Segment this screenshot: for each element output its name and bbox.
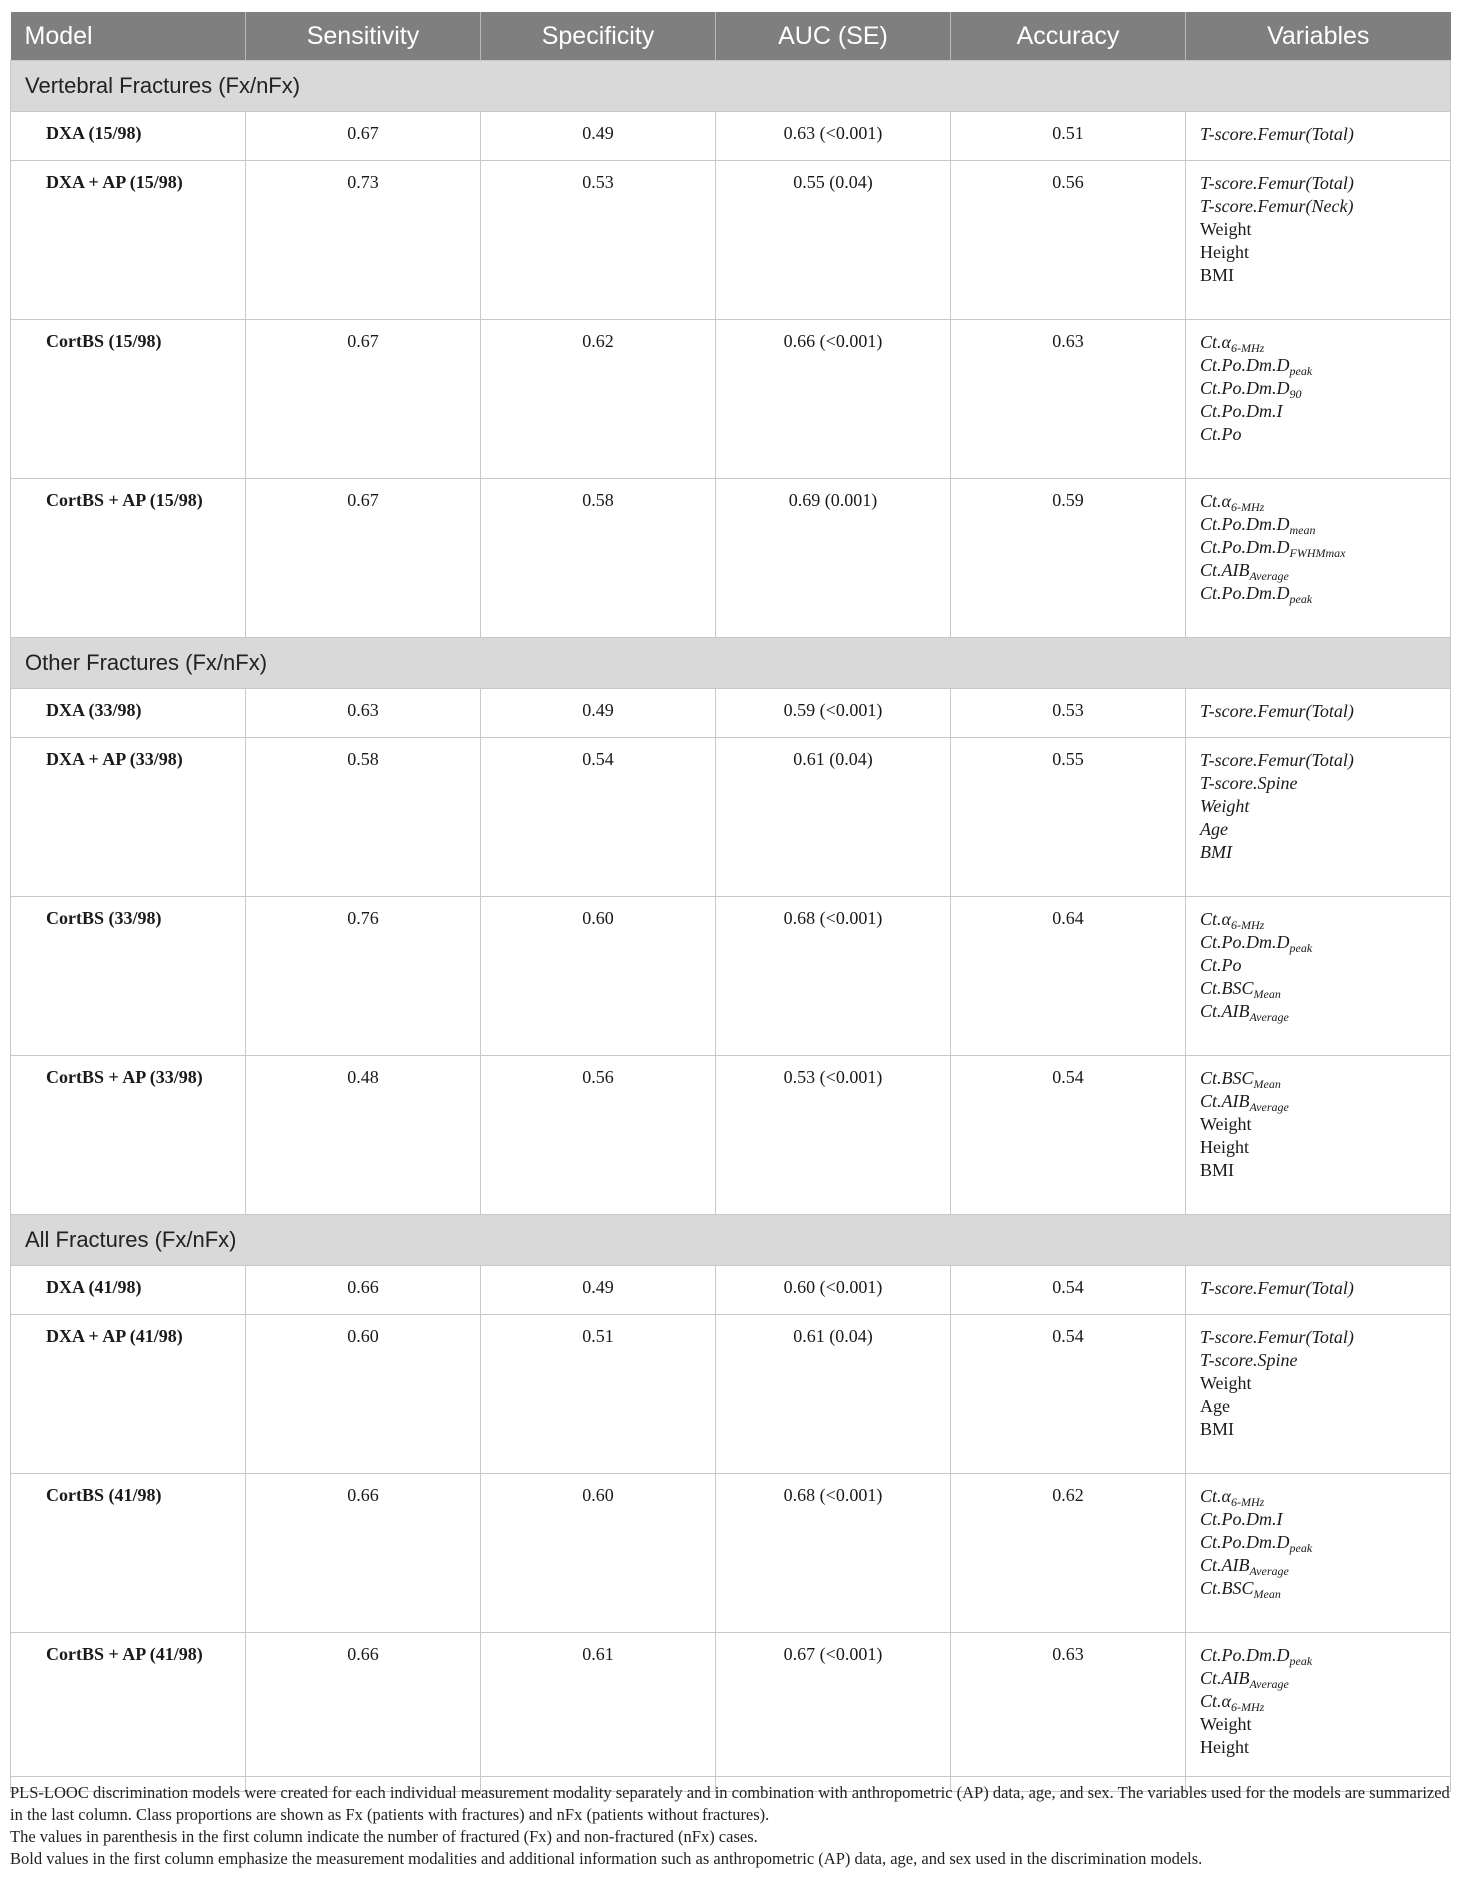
accuracy-cell: 0.54 — [951, 1056, 1186, 1215]
variable-subscript: Average — [1249, 569, 1289, 583]
model-cell: DXA + AP (33/98) — [11, 738, 246, 897]
variables-cell — [1186, 1474, 1451, 1633]
variable-item — [1200, 1485, 1450, 1508]
variable-name: Ct.Po.Dm.I — [1200, 1509, 1283, 1529]
auc-cell: 0.53 (<0.001) — [716, 1056, 951, 1215]
section-title: Other Fractures (Fx/nFx) — [11, 638, 1451, 689]
specificity-cell: 0.60 — [481, 1474, 716, 1633]
variable-item — [1200, 841, 1450, 864]
sensitivity-cell: 0.48 — [246, 1056, 481, 1215]
variable-item — [1200, 1372, 1450, 1395]
variable-item — [1200, 1113, 1450, 1136]
auc-cell: 0.66 (<0.001) — [716, 320, 951, 479]
variable-item — [1200, 749, 1450, 772]
accuracy-cell: 0.54 — [951, 1266, 1186, 1315]
auc-cell: 0.68 (<0.001) — [716, 1474, 951, 1633]
variable-name: T-score.Femur(Total) — [1200, 1327, 1354, 1347]
variables-cell — [1186, 112, 1451, 161]
variable-name: Ct.AIB — [1200, 1091, 1250, 1111]
table-body — [11, 61, 1451, 1792]
variable-name: T-score.Femur(Neck) — [1200, 196, 1354, 216]
variable-name: Ct.Po.Dm.D — [1200, 355, 1290, 375]
variable-name: T-score.Spine — [1200, 1350, 1298, 1370]
results-table-container — [10, 12, 1450, 1792]
variable-name: Ct.Po.Dm.I — [1200, 401, 1283, 421]
accuracy-cell: 0.55 — [951, 738, 1186, 897]
variable-subscript: peak — [1289, 941, 1313, 955]
variable-name: Weight — [1200, 1373, 1252, 1393]
model-cell: DXA (15/98) — [11, 112, 246, 161]
header-auc: AUC (SE) — [716, 12, 951, 61]
variable-item — [1200, 1418, 1450, 1441]
variable-item — [1200, 1736, 1450, 1759]
variables-cell — [1186, 161, 1451, 320]
variable-subscript: peak — [1289, 592, 1313, 606]
variable-name: Ct.BSC — [1200, 1578, 1254, 1598]
footnote-divider — [10, 1776, 1450, 1777]
variable-name: Ct.Po — [1200, 955, 1242, 975]
table-row — [11, 320, 1451, 479]
variable-name: Weight — [1200, 1714, 1252, 1734]
variable-name: T-score.Femur(Total) — [1200, 1278, 1354, 1298]
variable-item — [1200, 772, 1450, 795]
variable-name: T-score.Spine — [1200, 773, 1298, 793]
section-header-row — [11, 1215, 1451, 1266]
variable-item — [1200, 1090, 1450, 1113]
variable-item — [1200, 795, 1450, 818]
table-row — [11, 1266, 1451, 1315]
table-row — [11, 1633, 1451, 1792]
header-specificity: Specificity — [481, 12, 716, 61]
variable-name: Height — [1200, 1737, 1249, 1757]
variable-item — [1200, 582, 1450, 605]
model-cell: CortBS + AP (33/98) — [11, 1056, 246, 1215]
variable-item — [1200, 1277, 1450, 1300]
header-sensitivity: Sensitivity — [246, 12, 481, 61]
sensitivity-cell: 0.67 — [246, 112, 481, 161]
variable-name: Ct.Po.Dm.D — [1200, 378, 1290, 398]
sensitivity-cell: 0.67 — [246, 320, 481, 479]
specificity-cell: 0.51 — [481, 1315, 716, 1474]
variable-name: BMI — [1200, 842, 1232, 862]
variables-cell — [1186, 1266, 1451, 1315]
variable-item — [1200, 241, 1450, 264]
variable-item — [1200, 1000, 1450, 1023]
footnote: The values in parenthesis in the first column indicate the number of fractured (Fx) and non-fractured (nFx) cases. — [10, 1827, 758, 1846]
accuracy-cell: 0.64 — [951, 897, 1186, 1056]
model-cell: CortBS (15/98) — [11, 320, 246, 479]
variable-item — [1200, 1349, 1450, 1372]
footnote: Bold values in the first column emphasize the measurement modalities and additional information such as anthropometric (AP) data, age, and sex used in the discrimination models. — [10, 1849, 1203, 1868]
auc-cell: 0.61 (0.04) — [716, 738, 951, 897]
accuracy-cell: 0.63 — [951, 320, 1186, 479]
variable-name: Ct.α — [1200, 1486, 1231, 1506]
variable-name: Ct.Po.Dm.D — [1200, 514, 1290, 534]
auc-cell: 0.69 (0.001) — [716, 479, 951, 638]
table-row — [11, 1474, 1451, 1633]
variable-subscript: Average — [1249, 1100, 1289, 1114]
variable-item — [1200, 331, 1450, 354]
variable-name: Ct.α — [1200, 1691, 1231, 1711]
section-title: All Fractures (Fx/nFx) — [11, 1215, 1451, 1266]
model-cell: DXA + AP (15/98) — [11, 161, 246, 320]
specificity-cell: 0.49 — [481, 1266, 716, 1315]
variable-item — [1200, 1136, 1450, 1159]
variable-item — [1200, 172, 1450, 195]
sensitivity-cell: 0.66 — [246, 1474, 481, 1633]
variable-item — [1200, 1531, 1450, 1554]
variable-name: Ct.AIB — [1200, 1001, 1250, 1021]
variable-item — [1200, 1713, 1450, 1736]
variable-name: T-score.Femur(Total) — [1200, 173, 1354, 193]
variable-name: Ct.Po.Dm.D — [1200, 583, 1290, 603]
variable-name: Ct.AIB — [1200, 1555, 1250, 1575]
variables-cell — [1186, 1315, 1451, 1474]
variable-item — [1200, 931, 1450, 954]
variable-name: T-score.Femur(Total) — [1200, 124, 1354, 144]
variable-name: Ct.Po.Dm.D — [1200, 1532, 1290, 1552]
variable-name: Height — [1200, 242, 1249, 262]
variable-item — [1200, 423, 1450, 446]
specificity-cell: 0.49 — [481, 689, 716, 738]
variables-cell — [1186, 738, 1451, 897]
section-header-row — [11, 61, 1451, 112]
model-cell: DXA + AP (41/98) — [11, 1315, 246, 1474]
sensitivity-cell: 0.60 — [246, 1315, 481, 1474]
variable-item — [1200, 1159, 1450, 1182]
variable-subscript: Average — [1249, 1564, 1289, 1578]
variable-name: Ct.Po.Dm.D — [1200, 932, 1290, 952]
variable-subscript: 6-MHz — [1230, 341, 1265, 355]
variable-item — [1200, 400, 1450, 423]
variable-item — [1200, 490, 1450, 513]
specificity-cell: 0.61 — [481, 1633, 716, 1792]
table-row — [11, 897, 1451, 1056]
variable-name: Ct.AIB — [1200, 1668, 1250, 1688]
variable-item — [1200, 1326, 1450, 1349]
variable-item — [1200, 218, 1450, 241]
accuracy-cell: 0.63 — [951, 1633, 1186, 1792]
table-header-row — [11, 12, 1451, 61]
variable-name: Ct.α — [1200, 909, 1231, 929]
accuracy-cell: 0.51 — [951, 112, 1186, 161]
variable-subscript: 6-MHz — [1230, 500, 1265, 514]
table-row — [11, 161, 1451, 320]
sensitivity-cell: 0.63 — [246, 689, 481, 738]
accuracy-cell: 0.62 — [951, 1474, 1186, 1633]
variable-name: Age — [1200, 1396, 1230, 1416]
accuracy-cell: 0.56 — [951, 161, 1186, 320]
table-row — [11, 738, 1451, 897]
variable-item — [1200, 1644, 1450, 1667]
footnote: PLS-LOOC discrimination models were created for each individual measurement modality separately and in combination with anthropometric (AP) data, age, and sex. The variables used for the models are summarized in the last column. Class proportions are shown as Fx (patients with fractures) and nFx (patients without fractures). — [10, 1783, 1450, 1824]
variable-name: Ct.Po.Dm.D — [1200, 1645, 1290, 1665]
specificity-cell: 0.49 — [481, 112, 716, 161]
variable-name: Weight — [1200, 219, 1252, 239]
variable-item — [1200, 1690, 1450, 1713]
variable-name: T-score.Femur(Total) — [1200, 750, 1354, 770]
table-row — [11, 1056, 1451, 1215]
section-header-row — [11, 638, 1451, 689]
variable-subscript: 6-MHz — [1230, 918, 1265, 932]
auc-cell: 0.63 (<0.001) — [716, 112, 951, 161]
variable-name: BMI — [1200, 1419, 1235, 1439]
accuracy-cell: 0.53 — [951, 689, 1186, 738]
variable-name: BMI — [1200, 1160, 1235, 1180]
variable-subscript: Mean — [1253, 1587, 1281, 1601]
sensitivity-cell: 0.58 — [246, 738, 481, 897]
variable-subscript: Average — [1249, 1677, 1289, 1691]
sensitivity-cell: 0.66 — [246, 1633, 481, 1792]
results-table — [10, 12, 1451, 1792]
variable-item — [1200, 264, 1450, 287]
table-row — [11, 1315, 1451, 1474]
sensitivity-cell: 0.76 — [246, 897, 481, 1056]
auc-cell: 0.59 (<0.001) — [716, 689, 951, 738]
variable-subscript: peak — [1289, 364, 1313, 378]
variable-item — [1200, 123, 1450, 146]
accuracy-cell: 0.59 — [951, 479, 1186, 638]
table-footnotes — [10, 1782, 1450, 1870]
variable-subscript: Mean — [1253, 987, 1281, 1001]
variables-cell — [1186, 479, 1451, 638]
model-cell: CortBS + AP (15/98) — [11, 479, 246, 638]
sensitivity-cell: 0.67 — [246, 479, 481, 638]
variable-subscript: 6-MHz — [1230, 1700, 1265, 1714]
variables-cell — [1186, 897, 1451, 1056]
variable-item — [1200, 377, 1450, 400]
variable-name: Ct.α — [1200, 491, 1231, 511]
variable-subscript: Mean — [1253, 1077, 1281, 1091]
model-cell: DXA (41/98) — [11, 1266, 246, 1315]
variable-item — [1200, 354, 1450, 377]
variable-name: Ct.BSC — [1200, 1068, 1254, 1088]
variable-name: Ct.Po.Dm.D — [1200, 537, 1290, 557]
variable-item — [1200, 908, 1450, 931]
variables-cell — [1186, 320, 1451, 479]
variable-subscript: 6-MHz — [1230, 1495, 1265, 1509]
model-cell: CortBS (33/98) — [11, 897, 246, 1056]
specificity-cell: 0.53 — [481, 161, 716, 320]
variable-subscript: Average — [1249, 1010, 1289, 1024]
variable-name: Ct.BSC — [1200, 978, 1254, 998]
variable-subscript: FWHMmax — [1289, 546, 1346, 560]
model-cell: DXA (33/98) — [11, 689, 246, 738]
variable-name: Ct.AIB — [1200, 560, 1250, 580]
variable-name: Age — [1200, 819, 1228, 839]
auc-cell: 0.60 (<0.001) — [716, 1266, 951, 1315]
variable-item — [1200, 1395, 1450, 1418]
section-title: Vertebral Fractures (Fx/nFx) — [11, 61, 1451, 112]
variable-name: Ct.α — [1200, 332, 1231, 352]
variables-cell — [1186, 1056, 1451, 1215]
table-row — [11, 479, 1451, 638]
auc-cell: 0.61 (0.04) — [716, 1315, 951, 1474]
specificity-cell: 0.62 — [481, 320, 716, 479]
variable-item — [1200, 536, 1450, 559]
variable-name: Height — [1200, 1137, 1249, 1157]
header-variables: Variables — [1186, 12, 1451, 61]
specificity-cell: 0.56 — [481, 1056, 716, 1215]
variable-item — [1200, 1667, 1450, 1690]
variable-name: Weight — [1200, 1114, 1252, 1134]
sensitivity-cell: 0.73 — [246, 161, 481, 320]
variables-cell — [1186, 1633, 1451, 1792]
table-row — [11, 689, 1451, 738]
model-cell: CortBS (41/98) — [11, 1474, 246, 1633]
sensitivity-cell: 0.66 — [246, 1266, 481, 1315]
accuracy-cell: 0.54 — [951, 1315, 1186, 1474]
variable-item — [1200, 954, 1450, 977]
variable-item — [1200, 977, 1450, 1000]
variables-cell — [1186, 689, 1451, 738]
variable-item — [1200, 1067, 1450, 1090]
specificity-cell: 0.58 — [481, 479, 716, 638]
table-row — [11, 112, 1451, 161]
variable-item — [1200, 818, 1450, 841]
variable-item — [1200, 513, 1450, 536]
variable-item — [1200, 700, 1450, 723]
variable-subscript: mean — [1289, 523, 1316, 537]
specificity-cell: 0.60 — [481, 897, 716, 1056]
variable-name: Ct.Po — [1200, 424, 1242, 444]
auc-cell: 0.68 (<0.001) — [716, 897, 951, 1056]
model-cell: CortBS + AP (41/98) — [11, 1633, 246, 1792]
variable-item — [1200, 1554, 1450, 1577]
variable-subscript: peak — [1289, 1654, 1313, 1668]
variable-item — [1200, 559, 1450, 582]
variable-name: T-score.Femur(Total) — [1200, 701, 1354, 721]
auc-cell: 0.55 (0.04) — [716, 161, 951, 320]
variable-name: Weight — [1200, 796, 1250, 816]
specificity-cell: 0.54 — [481, 738, 716, 897]
auc-cell: 0.67 (<0.001) — [716, 1633, 951, 1792]
variable-item — [1200, 1508, 1450, 1531]
variable-subscript: peak — [1289, 1541, 1313, 1555]
variable-item — [1200, 195, 1450, 218]
variable-item — [1200, 1577, 1450, 1600]
variable-subscript: 90 — [1289, 387, 1302, 401]
variable-name: BMI — [1200, 265, 1235, 285]
header-accuracy: Accuracy — [951, 12, 1186, 61]
header-model: Model — [11, 12, 246, 61]
